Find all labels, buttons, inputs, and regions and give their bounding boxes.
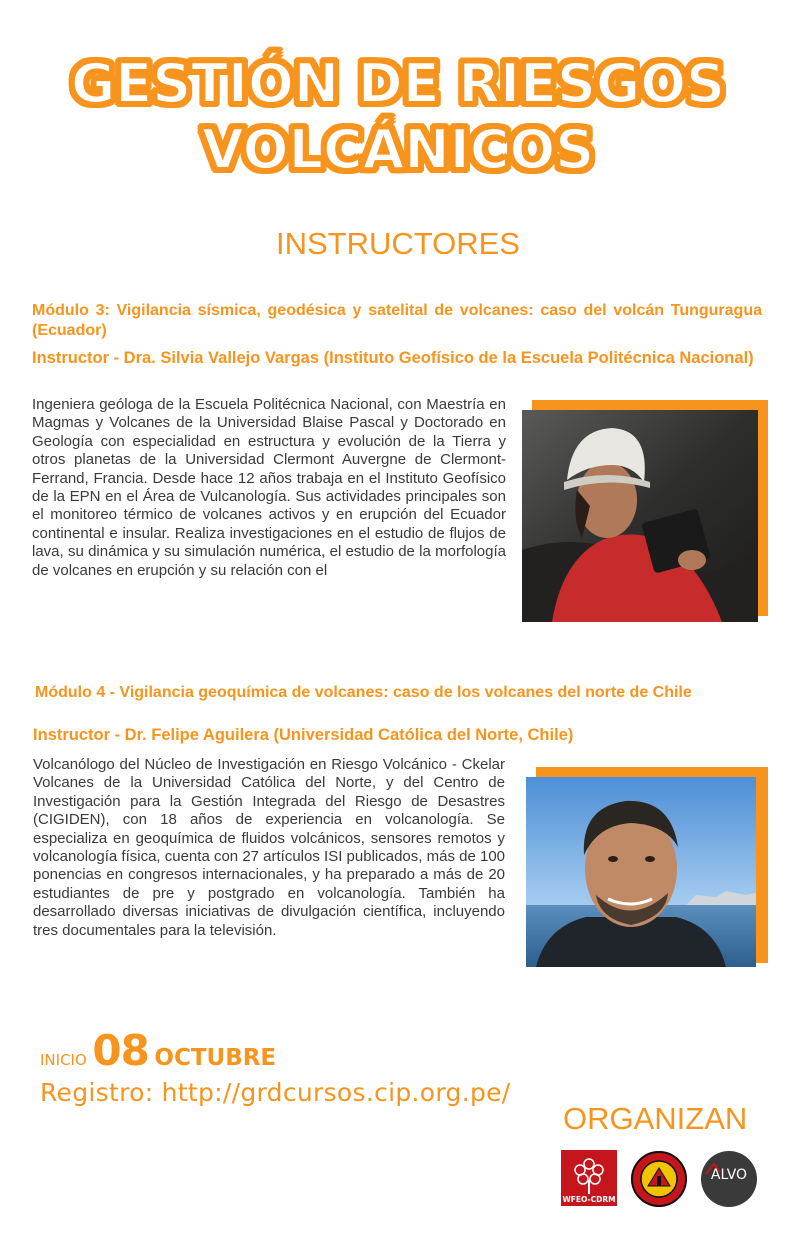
instructor-1-photo-illustration xyxy=(522,410,758,622)
module-4-bio: Volcanólogo del Núcleo de Investigación en Riesgo Volcánico - Ckelar Volcanes de la Universidad Católica del Norte, y del Centro de Investigación para la Gestión Integrada del Riesgo de Desastres (CIGIDEN), con 18 años de experiencia en volcanología. Se especializa en geoquímica de fluidos volcánicos, sensores remotos y volcanología física, cuenta con 27 artículos ISI publicados, más de 100 ponencias en congresos internacionales, y ha preparado a más de 20 estudiantes de pre y postgrado en volcanología. También ha desarrollado diversas iniciativas de divulgación científica, incluyendo tres documentales para la televisión. xyxy=(33,756,505,939)
registration-link[interactable]: Registro: http://grdcursos.cip.org.pe/ xyxy=(40,1078,511,1107)
organizers-heading: ORGANIZAN xyxy=(563,1101,748,1136)
instructor-1-photo-frame xyxy=(522,400,768,622)
start-label: INICIO xyxy=(40,1051,87,1069)
instructor-1-photo xyxy=(522,410,758,622)
start-month: OCTUBRE xyxy=(154,1045,277,1071)
module-3-instructor: Instructor - Dra. Silvia Vallejo Vargas (Instituto Geofísico de la Escuela Politécnica Nacional) xyxy=(32,349,754,367)
alvo-logo-text: ALVO xyxy=(710,1167,748,1183)
tree-icon xyxy=(561,1150,617,1196)
start-day: 08 xyxy=(92,1026,149,1075)
start-date xyxy=(40,1026,276,1076)
instructor-2-photo xyxy=(526,777,756,967)
instructors-heading: INSTRUCTORES xyxy=(275,226,520,261)
alvo-logo xyxy=(700,1150,758,1208)
wfeo-cdrm-logo-text: WFEO-CDRM xyxy=(562,1195,616,1204)
instructor-2-photo-illustration xyxy=(526,777,756,967)
cip-seal-icon xyxy=(630,1150,688,1208)
instructor-2-photo-frame xyxy=(526,767,768,969)
module-4-instructor: Instructor - Dr. Felipe Aguilera (Universidad Católica del Norte, Chile) xyxy=(33,726,574,744)
module-4-title: Módulo 4 - Vigilancia geoquímica de volcanes: caso de los volcanes del norte de Chile xyxy=(35,684,692,701)
poster-title-line-2: VOLCÁNICOS xyxy=(201,118,595,181)
module-3-bio: Ingeniera geóloga de la Escuela Politécnica Nacional, con Maestría en Magmas y Volcanes de la Universidad Blaise Pascal y Doctorado en Geología con especialidad en estructura y evolución de la Tierra y otros planetas de la Universidad Clermont Auvergne de Clermont-Ferrand, Francia. Desde hace 12 años trabaja en el Instituto Geofísico de la EPN en el Área de Vulcanología. Sus actividades principales son el monitoreo térmico de volcanes activos y en erupción del Ecuador continental e insular. Realiza investigaciones en el estudio de flujos de lava, su dinámica y su simulación numérica, el estudio de la morfología de volcanes en erupción y su relación con el xyxy=(32,396,506,579)
poster-title-line-1: GESTIÓN DE RIESGOS xyxy=(70,52,725,115)
wfeo-cdrm-logo xyxy=(561,1150,617,1206)
colegio-ingenieros-logo xyxy=(630,1150,688,1208)
module-3-title: Módulo 3: Vigilancia sísmica, geodésica y satelital de volcanes: caso del volcán Tunguragua (Ecuador) xyxy=(32,302,762,339)
